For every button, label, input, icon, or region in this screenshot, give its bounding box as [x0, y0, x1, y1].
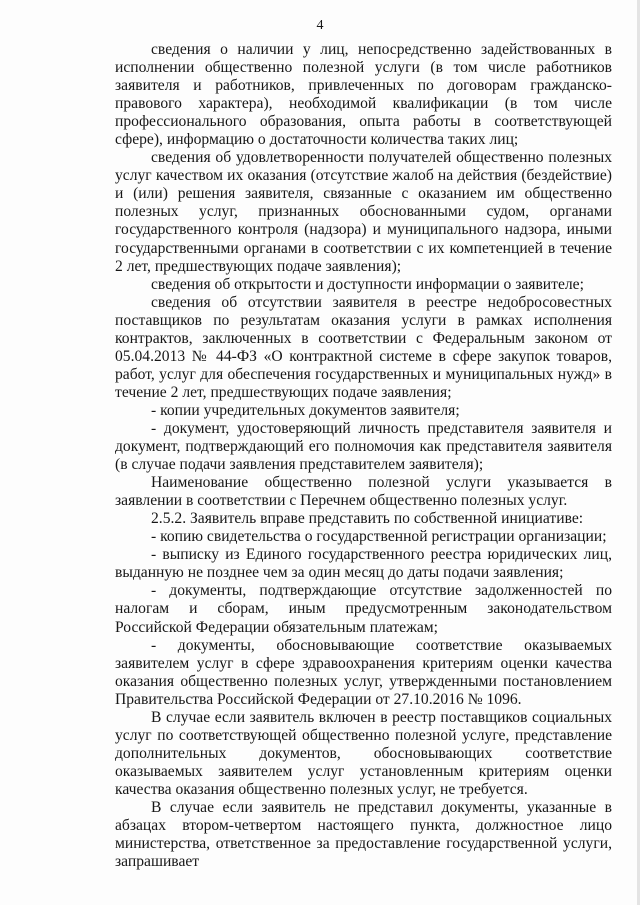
paragraph-registration-certificate: - копию свидетельства о государственной регистрации организации; — [151, 528, 607, 546]
paragraph-egrul-extract: - выписку из Единого государственного реестра юридических лиц, выданную не позднее чем за один месяц до даты подачи заявления; — [115, 546, 612, 582]
paragraph-healthcare-criteria: - документы, обосновывающие соответствие оказываемых заявителем услуг в сфере здравоохранения критериям оценки качества оказания общественно полезных услуг, утвержденными постановлением Правительства Российской Федерации от 27.10.2016 № 1096. — [115, 636, 612, 708]
paragraph-representative-id: - документ, удостоверяющий личность представителя заявителя и документ, подтверждающий его полномочия как представителя заявителя (в случае подачи заявления представителем заявителя); — [115, 419, 612, 474]
paragraph-openness: сведения об открытости и доступности информации о заявителе; — [151, 275, 584, 293]
paragraph-founding-documents: - копии учредительных документов заявителя; — [151, 401, 460, 419]
paragraph-service-name: Наименование общественно полезной услуги указывается в заявлении в соответствии с Перечнем общественно полезных услуг. — [115, 474, 612, 510]
document-body — [115, 41, 612, 871]
paragraph-section-2-5-2: 2.5.2. Заявитель вправе представить по собственной инициативе: — [151, 510, 584, 528]
paragraph-no-tax-debt: - документы, подтверждающие отсутствие задолженностей по налогам и сборам, иным предусмотренным законодательством Российской Федерации обязательным платежам; — [115, 582, 612, 636]
paragraph-social-services-registry: В случае если заявитель включен в реестр поставщиков социальных услуг по соответствующей общественно полезной услуге, представление дополнительных документов, обосновывающих соответствие оказываемых заявителем услуг установленным критериям оценки качества оказания общественно полезных услуг, не требуется. — [115, 708, 612, 798]
paragraph-recipient-satisfaction: сведения об удовлетворенности получателей общественно полезных услуг качеством их оказания (отсутствие жалоб на действия (бездействие) и (или) решения заявителя, связанные с оказанием им общественно полезных услуг, признанных обоснованными судом, органами государственного контроля (надзора) и муниципального надзора, иными государственными органами в соответствии с их компетенцией в течение 2 лет, предшествующих подаче заявления); — [115, 149, 612, 275]
paragraph-unfair-suppliers-registry: сведения об отсутствии заявителя в реестре недобросовестных поставщиков по результатам оказания услуги в рамках исполнения контрактов, заключенных в соответствии с Федеральным законом от 05.04.2013 № 44-ФЗ «О контрактной системе в сфере закупок товаров, работ, услуг для обеспечения государственных и муниципальных нужд» в течение 2 лет, предшествующих подаче заявления; — [115, 293, 612, 401]
paragraph-missing-documents: В случае если заявитель не представил документы, указанные в абзацах втором-четвертом настоящего пункта, должностное лицо министерства, ответственное за предоставление государственной услуги, запрашивает — [115, 798, 612, 871]
paragraph-staff-qualification: сведения о наличии у лиц, непосредственно задействованных в исполнении общественно полезной услуги (в том числе работников заявителя и работников, привлеченных по договорам гражданско-правового характера), необходимой квалификации (в том числе профессионального образования, опыта работы в соответствующей сфере), информацию о достаточности количества таких лиц; — [115, 41, 612, 149]
page-number: 4 — [316, 18, 324, 33]
